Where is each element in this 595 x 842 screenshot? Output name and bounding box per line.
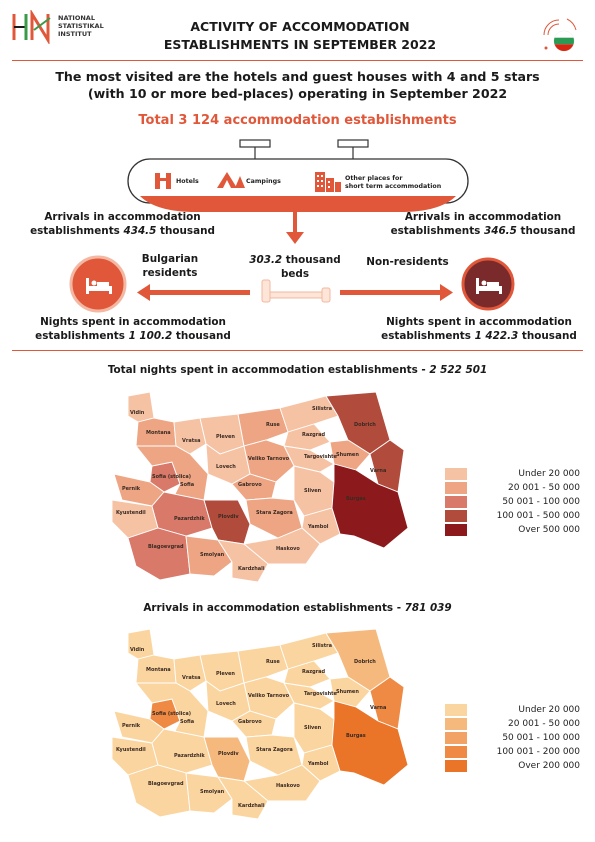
arrivals-region-label: Kyustendil xyxy=(116,747,146,753)
arrivals-region-label: Ruse xyxy=(266,659,280,665)
beds-count: 303.2 thousand beds xyxy=(249,254,341,280)
nights-region-label: Pernik xyxy=(122,486,141,492)
arrivals-region-label: Shumen xyxy=(336,689,359,695)
nights-region-label: Razgrad xyxy=(302,432,326,438)
nights-region-label: Yambol xyxy=(308,524,329,530)
arrivals-region xyxy=(128,765,190,817)
non-residents-arrivals: Arrivals in accommodation establishments 346.5 thousand xyxy=(390,211,576,237)
arrivals-region-label: Gabrovo xyxy=(238,719,262,725)
legend-item xyxy=(445,495,585,509)
arrivals-map-title: Arrivals in accommodation establishments - 781 039 xyxy=(143,602,452,614)
nights-region-label: Pazardzhik xyxy=(174,516,205,522)
nights-region xyxy=(204,500,250,544)
bed-icon-right xyxy=(474,274,504,296)
nights-region-label: Vidin xyxy=(130,410,145,416)
nights-region-label: Sofia xyxy=(180,482,195,488)
nights-region-label: Vratsa xyxy=(182,438,201,444)
nights-region-label: Plovdiv xyxy=(218,514,239,520)
arrivals-region-label: Plovdiv xyxy=(218,751,239,757)
legend-item xyxy=(445,509,585,523)
non-residents-nights: Nights spent in accommodation establishments 1 422.3 thousand xyxy=(381,316,577,342)
arrivals-region xyxy=(204,737,250,781)
arrivals-region-label: Kardzhali xyxy=(238,803,265,809)
non-residents-label: Non-residents xyxy=(366,256,449,268)
legend-label: 20 001 - 50 000 xyxy=(508,483,580,493)
arrivals-region-label: Blagoevgrad xyxy=(148,781,184,787)
legend-item xyxy=(445,703,585,717)
legend-label: Under 20 000 xyxy=(518,705,580,715)
legend-swatch xyxy=(445,468,467,480)
nights-region-label: Veliko Tarnovo xyxy=(248,456,290,462)
arrivals-region-label: Burgas xyxy=(346,733,366,739)
legend-label: 100 001 - 500 000 xyxy=(496,511,580,521)
nights-region-label: Gabrovo xyxy=(238,482,262,488)
legend-swatch xyxy=(445,482,467,494)
nights-region-label: Sofia (stolica) xyxy=(152,474,191,480)
nsi-logo-icon xyxy=(10,10,58,44)
arrivals-region xyxy=(238,645,288,683)
nights-region-label: Ruse xyxy=(266,422,280,428)
arrivals-region-label: Dobrich xyxy=(354,659,376,665)
arrivals-region-label: Yambol xyxy=(308,761,329,767)
bed-icon-center xyxy=(258,278,336,304)
legend-item xyxy=(445,717,585,731)
legend-label: 20 001 - 50 000 xyxy=(508,719,580,729)
legend-label: 50 001 - 100 000 xyxy=(502,497,580,507)
arrivals-region-label: Veliko Tarnovo xyxy=(248,693,290,699)
arrivals-region-label: Razgrad xyxy=(302,669,326,675)
nights-region-label: Kyustendil xyxy=(116,510,146,516)
legend-swatch xyxy=(445,732,467,744)
arrivals-region-label: Vratsa xyxy=(182,675,201,681)
residents-nights: Nights spent in accommodation establishments 1 100.2 thousand xyxy=(35,316,231,342)
org-name: NATIONAL STATISTIKAL INSTITUT xyxy=(58,14,104,38)
legend-label: Under 20 000 xyxy=(518,469,580,479)
nights-region-label: Shumen xyxy=(336,452,359,458)
camping-icon xyxy=(215,168,245,190)
legend-item xyxy=(445,731,585,745)
other-accommodation-icon xyxy=(314,168,342,192)
legend-swatch xyxy=(445,510,467,522)
hotel-icon xyxy=(154,170,172,190)
legend-swatch xyxy=(445,704,467,716)
arrivals-region-label: Lovech xyxy=(216,701,236,707)
total-establishments: Total 3 124 accommodation establishments xyxy=(138,113,457,128)
bulgaria-flag-icon xyxy=(538,14,580,56)
nights-map-title: Total nights spent in accommodation establishments - 2 522 501 xyxy=(107,364,488,376)
arrivals-map xyxy=(108,625,430,820)
other-accommodation-label: Other places for short term accommodation xyxy=(345,175,442,190)
arrivals-region-label: Montana xyxy=(146,667,171,673)
arrivals-region xyxy=(128,629,154,659)
legend-label: 100 001 - 200 000 xyxy=(496,747,580,757)
arrivals-legend xyxy=(445,703,585,773)
nights-region xyxy=(238,408,288,446)
nights-region-label: Blagoevgrad xyxy=(148,544,184,550)
arrivals-region-label: Pleven xyxy=(216,671,235,677)
nights-legend xyxy=(445,467,585,537)
nights-region-label: Varna xyxy=(370,468,387,474)
arrivals-region-label: Sofia (stolica) xyxy=(152,711,191,717)
nights-region xyxy=(128,392,154,422)
arrivals-region-label: Stara Zagora xyxy=(256,747,293,753)
arrivals-region-label: Vidin xyxy=(130,647,145,653)
legend-swatch xyxy=(445,524,467,536)
nights-region-label: Smolyan xyxy=(200,552,225,558)
legend-label: Over 200 000 xyxy=(518,761,580,771)
nights-region-label: Burgas xyxy=(346,496,366,502)
section-divider xyxy=(12,350,583,351)
nights-region-label: Targovishte xyxy=(304,454,337,460)
hotels-label: Hotels xyxy=(176,178,199,185)
nights-region-label: Kardzhali xyxy=(238,566,265,572)
legend-label: Over 500 000 xyxy=(518,525,580,535)
nights-region xyxy=(128,528,190,580)
arrivals-region-label: Pazardzhik xyxy=(174,753,205,759)
legend-item xyxy=(445,759,585,773)
nights-region-label: Pleven xyxy=(216,434,235,440)
arrivals-region-label: Sofia xyxy=(180,719,195,725)
header-divider xyxy=(12,60,583,61)
legend-item xyxy=(445,523,585,537)
arrivals-region-label: Sliven xyxy=(304,725,322,731)
nights-region-label: Lovech xyxy=(216,464,236,470)
legend-item xyxy=(445,745,585,759)
legend-swatch xyxy=(445,718,467,730)
nights-region-label: Sliven xyxy=(304,488,322,494)
arrivals-region-label: Smolyan xyxy=(200,789,225,795)
legend-swatch xyxy=(445,760,467,772)
arrivals-region-label: Pernik xyxy=(122,723,141,729)
residents-arrivals: Arrivals in accommodation establishments 434.5 thousand xyxy=(30,211,215,237)
legend-item xyxy=(445,467,585,481)
bed-icon-left xyxy=(84,274,114,296)
arrivals-region-label: Varna xyxy=(370,705,387,711)
arrivals-region-label: Haskovo xyxy=(276,783,300,789)
campings-label: Campings xyxy=(246,178,281,185)
legend-item xyxy=(445,481,585,495)
arrivals-region-label: Targovishte xyxy=(304,691,337,697)
nights-region-label: Stara Zagora xyxy=(256,510,293,516)
legend-label: 50 001 - 100 000 xyxy=(502,733,580,743)
bulgarian-residents-label: Bulgarian residents xyxy=(141,253,199,279)
nights-region-label: Silistra xyxy=(312,406,332,412)
arrivals-region-label: Silistra xyxy=(312,643,332,649)
nights-map xyxy=(108,388,430,583)
legend-swatch xyxy=(445,496,467,508)
page-title: ACTIVITY OF ACCOMMODATION ESTABLISHMENTS IN SEPTEMBER 2022 xyxy=(163,19,437,52)
nights-region-label: Haskovo xyxy=(276,546,300,552)
headline: The most visited are the hotels and guest houses with 4 and 5 stars (with 10 or more bed-places) operating in September 2022 xyxy=(55,69,540,101)
legend-swatch xyxy=(445,746,467,758)
nights-region-label: Dobrich xyxy=(354,422,376,428)
nights-region-label: Montana xyxy=(146,430,171,436)
